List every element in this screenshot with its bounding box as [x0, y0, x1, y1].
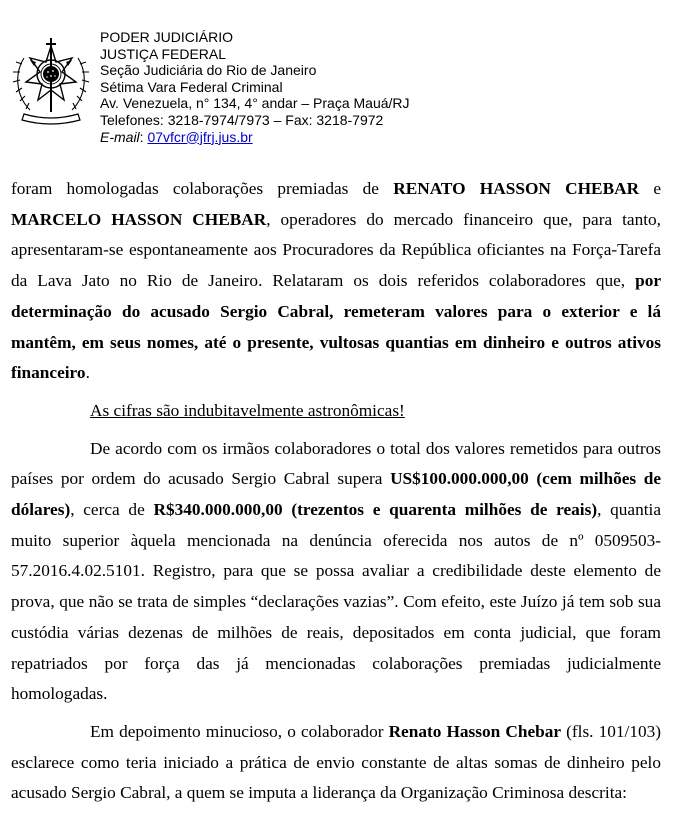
header-line: Seção Judiciária do Rio de Janeiro	[100, 62, 317, 79]
text-run: .	[85, 363, 90, 383]
paragraph-4	[11, 717, 661, 809]
coat-of-arms-icon	[10, 30, 92, 128]
paragraph-3	[11, 434, 661, 710]
text-run: , quantia muito superior àquela mencionada na denúncia oferecida nos autos de nº 0509503-57.2016.4.02.5101. Registro, para que se possa avaliar a credibilidade deste elemento de prova, que não se trata de simples “declarações vazias”. Com efeito, este Juízo já tem sob sua custódia várias dezenas de milhões de reais, depositados em conta judicial, que foram repatriados por força das já mencionadas colaborações premiadas judicialmente homologadas.	[11, 500, 661, 704]
text-run: e	[639, 179, 662, 198]
header-line: Av. Venezuela, n° 134, 4° andar – Praça Mauá/RJ	[100, 95, 410, 112]
header-line: PODER JUDICIÁRIO	[100, 29, 234, 45]
letterhead-text	[100, 29, 410, 145]
underlined-statement: As cifras são indubitavelmente astronômicas!	[90, 400, 405, 420]
header-line: JUSTIÇA FEDERAL	[100, 45, 227, 62]
text-run: Em depoimento minucioso, o colaborador	[90, 721, 389, 741]
text-run: , operadores do mercado financeiro que, para tanto, apresentaram-se espontaneamente aos Procuradores da República oficiantes na Força-Tarefa da Lava Jato no Rio de Janeiro. Relataram os dois referidos colaboradores que,	[11, 209, 661, 291]
emphasis-text: por determinação do acusado Sergio Cabral, remeteram valores para o exterior e lá mantêm, em seus nomes, até o presente, vultosas quantias em dinheiro e outros ativos financeiro	[11, 271, 661, 383]
header-line: Telefones: 3218-7974/7973 – Fax: 3218-7972	[100, 111, 384, 128]
text-run: , cerca de	[70, 500, 154, 520]
letterhead	[10, 30, 650, 146]
email-line: E-mail: 07vfcr@jfrj.jus.br	[100, 128, 253, 145]
document-body	[11, 174, 661, 809]
colaborador-name: MARCELO HASSON CHEBAR	[11, 209, 267, 229]
text-run: De acordo com os irmãos colaboradores o total dos valores remetidos para outros países por ordem do acusado Sergio Cabral supera	[11, 438, 661, 489]
amount-brl: R$340.000.000,00 (trezentos e quarenta milhões de reais)	[153, 500, 598, 520]
text-run: (fls. 101/103) esclarece como teria iniciado a prática de envio constante de altas somas de dinheiro pelo acusado Sergio Cabral, a quem se imputa a liderança da Organização Criminosa descrita:	[11, 721, 661, 803]
paragraph-1	[11, 174, 661, 389]
colaborador-name: RENATO HASSON CHEBAR	[393, 179, 640, 198]
header-line: Sétima Vara Federal Criminal	[100, 78, 283, 95]
text-run: foram homologadas colaborações premiadas de	[11, 179, 394, 198]
email-label: E-mail	[100, 128, 140, 145]
colaborador-name: Renato Hasson Chebar	[388, 721, 562, 741]
amount-usd: US$100.000.000,00 (cem milhões de dólares)	[11, 469, 661, 520]
paragraph-2	[11, 396, 661, 427]
email-link[interactable]: 07vfcr@jfrj.jus.br	[147, 128, 253, 145]
